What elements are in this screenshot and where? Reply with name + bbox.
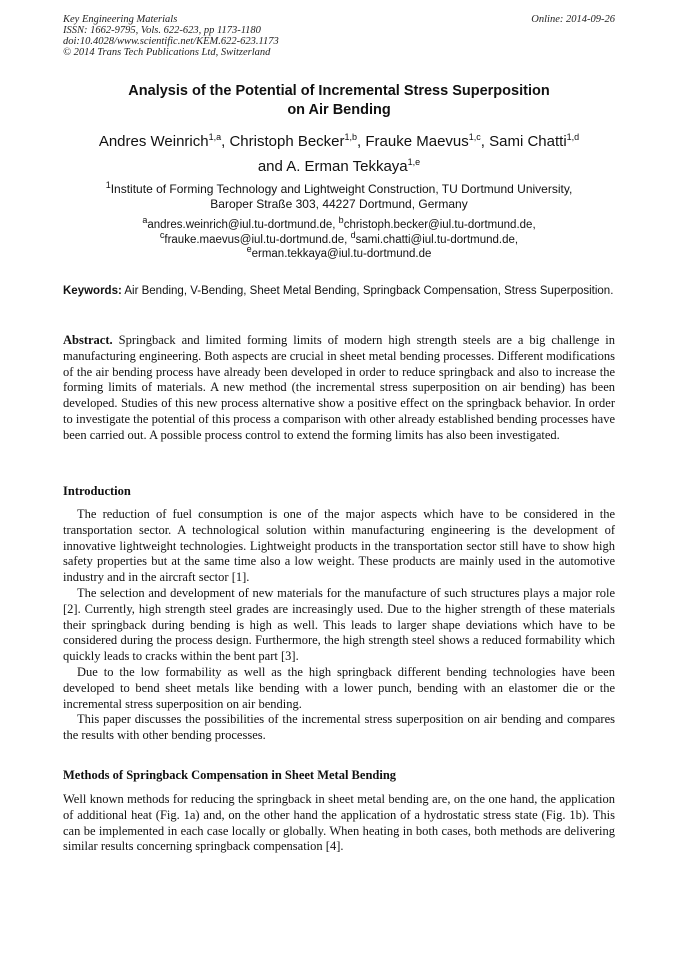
email-sup: e — [246, 244, 252, 255]
abstract-text: Springback and limited forming limits of modern high strength steels are a big challenge in manufacturing engineering. Both aspects are crucial in sheet metal bending processes. Different modifications of the air bending process have already been developed in order to reduce springback and also to increase the forming limits of materials. A new method (the incremental stress superposition on air bending) has been developed. Studies of this new process alternative show a positive effect on the springback behavior. In order to investigate the potential of this process a comparison with other already established bending processes have been carried out. A possible process control to extend the forming limits has also been investigated. — [63, 333, 615, 442]
email-address[interactable]: erman.tekkaya@iul.tu-dortmund.de — [251, 248, 432, 260]
keywords-text: Air Bending, V-Bending, Sheet Metal Bending, Springback Compensation, Stress Superposition. — [124, 285, 614, 297]
email-sup: c — [159, 229, 165, 240]
affiliation-text-1: Institute of Forming Technology and Lightweight Construction, TU Dortmund University, — [110, 182, 573, 196]
author-name: A. Erman Tekkaya — [286, 158, 408, 175]
methods-body — [63, 792, 615, 855]
introduction-body — [63, 507, 615, 744]
affiliation-line-1 — [63, 182, 615, 197]
email-address[interactable]: andres.weinrich@iul.tu-dortmund.de — [147, 219, 333, 231]
author-sup: 1,b — [344, 132, 358, 142]
journal-name: Key Engineering Materials — [63, 14, 178, 25]
author-connector: and — [257, 158, 283, 175]
email-address[interactable]: christoph.becker@iul.tu-dortmund.de — [343, 219, 533, 231]
author-name: Christoph Becker — [229, 133, 345, 150]
paragraph: This paper discusses the possibilities of the incremental stress superposition on air bending and compares the results with other bending processes. — [63, 712, 615, 743]
affiliation — [63, 182, 615, 212]
keywords — [63, 284, 615, 299]
author-line-1: Andres Weinrich$^{1,a}$, Christoph Becker$^{1,b}$, Frauke Maevus$^{1,c}$, Sami Chatti$^{1,d}$ — [98, 132, 580, 150]
online-date: Online: 2014-09-26 — [531, 14, 615, 25]
author-sup: 1,d — [566, 132, 580, 142]
introduction-heading: Introduction — [63, 484, 131, 498]
author-list — [63, 129, 615, 179]
paragraph: The reduction of fuel consumption is one of the major aspects which have to be considered in the transportation sector. A technological solution within manufacturing engineering is the development of innovative lightweight technologies. Lightweight products in the transportation sector still have to show high safety properties but at the same time also a low weight. These products are mainly used in the automotive industry and in the aircraft sector [1]. — [63, 507, 615, 585]
author-name: Frauke Maevus — [365, 133, 469, 150]
email-address[interactable]: frauke.maevus@iul.tu-dortmund.de — [164, 233, 345, 246]
paragraph: Due to the low formability as well as the high springback different bending technologies have been developed to bend sheet metals like bending with a lower punch, bending with an elastomer die or the incremental stress superposition on air bending. — [63, 664, 615, 711]
paragraph: The selection and development of new materials for the manufacture of such structures plays a major role [2]. Currently, high strength steel grades are increasingly used. Due to the higher strength of these materials their springback during bending is high as well. This leads to larger shape deviations which have to be considered during the process design. Furthermore, the high strength steel shows a reduced formability which quickly leads to cracks within the bent part [3]. — [63, 585, 615, 664]
keywords-label: Keywords: — [63, 285, 122, 297]
email-list — [63, 215, 615, 262]
affiliation-line-2: Baroper Straße 303, 44227 Dortmund, Germany — [210, 197, 468, 211]
abstract-label: Abstract. — [63, 333, 113, 347]
methods-heading: Methods of Springback Compensation in Sheet Metal Bending — [63, 768, 397, 782]
author-line-2 — [63, 154, 615, 179]
title-line-1: Analysis of the Potential of Incremental Stress Superposition — [128, 83, 550, 99]
author-name: Sami Chatti — [489, 133, 567, 150]
paper-title — [63, 82, 615, 120]
paragraph: Well known methods for reducing the springback in sheet metal bending are, on the one hand, the application of additional heat (Fig. 1a) and, on the other hand the application of a hydrostatic stress state (Fig. 1b). This can be implemented in each case locally or globally. When heating in both cases, both methods are delivering similar results concerning springback compensation [4]. — [63, 792, 615, 854]
email-line-3 — [63, 244, 615, 262]
author-sup: 1,e — [407, 157, 421, 167]
copyright-line: © 2014 Trans Tech Publications Ltd, Switzerland — [63, 47, 271, 58]
issn-line: ISSN: 1662-9795, Vols. 622-623, pp 1173-1180 — [63, 25, 261, 36]
email-line-1: $^a$andres.weinrich@iul.tu-dortmund.de, $^b$christoph.becker@iul.tu-dortmund.de, — [142, 215, 536, 231]
email-address[interactable]: sami.chatti@iul.tu-dortmund.de — [355, 233, 515, 246]
email-line-2: $^c$frauke.maevus@iul.tu-dortmund.de, $^d$sami.chatti@iul.tu-dortmund.de, — [159, 229, 519, 246]
email-sup: d — [350, 229, 356, 240]
doi-line[interactable]: doi:10.4028/www.scientific.net/KEM.622-623.1173 — [63, 36, 279, 47]
author-name: Andres Weinrich — [98, 133, 209, 150]
email-sup: a — [142, 215, 148, 226]
author-sup: 1,a — [208, 132, 222, 142]
affiliation-sup: 1 — [105, 180, 111, 190]
email-sup: b — [338, 215, 344, 226]
abstract — [63, 333, 615, 444]
author-sup: 1,c — [468, 132, 481, 142]
journal-header — [63, 14, 615, 58]
title-line-2: on Air Bending — [287, 102, 391, 118]
